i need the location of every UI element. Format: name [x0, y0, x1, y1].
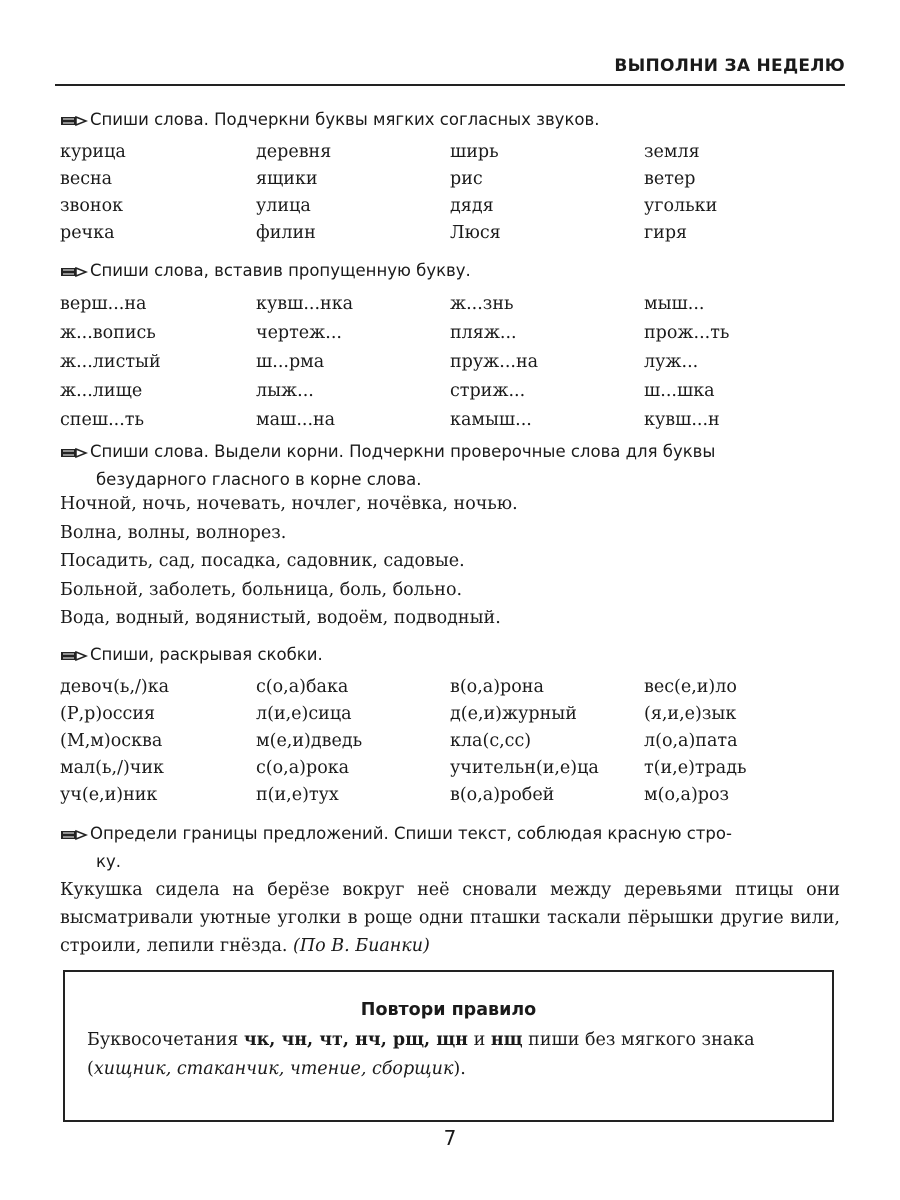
word: мал(ь,/)чик: [60, 758, 164, 778]
word: ш...рма: [256, 352, 325, 372]
rule-letter-combos: чк, чн, чт, нч, рщ, щн: [243, 1030, 468, 1050]
word: маш...на: [256, 410, 336, 430]
word: с(о,а)бака: [256, 677, 349, 697]
task-3-lines: [60, 494, 840, 637]
word: улица: [256, 196, 311, 216]
word: весна: [60, 169, 113, 189]
word: ящики: [256, 169, 318, 189]
word: кувш...нка: [256, 294, 354, 314]
page-header: ВЫПОЛНИ ЗА НЕДЕЛЮ: [614, 56, 845, 76]
pencil-icon: [60, 650, 90, 662]
word-group-line: Ночной, ночь, ночевать, ночлег, ночёвка, ночью.: [60, 494, 518, 514]
rule-text-before: Буквосочетания: [87, 1030, 239, 1050]
word-row: [60, 294, 820, 323]
task-3-instruction: [60, 438, 715, 494]
word: ж...вопись: [60, 323, 156, 343]
rule-last-combo: нщ: [490, 1030, 523, 1050]
word: пляж...: [450, 323, 517, 343]
word: верш...на: [60, 294, 147, 314]
word: речка: [60, 223, 115, 243]
rule-conj: и: [473, 1030, 486, 1050]
task-4-instruction: [60, 641, 323, 669]
word-row: [60, 758, 820, 785]
word: дядя: [450, 196, 494, 216]
task-3-text-line1: Спиши слова. Выдели корни. Подчеркни проверочные слова для буквы: [90, 442, 716, 461]
word-row: [60, 731, 820, 758]
word-row: [60, 352, 820, 381]
task-5-text: [60, 876, 840, 960]
word: учительн(и,е)ца: [450, 758, 599, 778]
word: кла(с,сс): [450, 731, 532, 751]
word: в(о,а)робей: [450, 785, 555, 805]
word-group-line: Вода, водный, водянистый, водоём, подводный.: [60, 608, 501, 628]
rule-open-paren: (: [87, 1059, 94, 1079]
rule-title: Повтори правило: [360, 1000, 537, 1020]
word: мыш...: [644, 294, 705, 314]
task-1-words: [60, 142, 820, 250]
word-group-line: Волна, волны, волнорез.: [60, 522, 287, 543]
word-row: [60, 704, 820, 731]
word: звонок: [60, 196, 124, 216]
task-1-text: Спиши слова. Подчеркни буквы мягких согласных звуков.: [90, 110, 600, 129]
word: чертеж...: [256, 323, 342, 343]
rule-close: ).: [453, 1059, 466, 1079]
rule-text-after: пиши без мягкого знака: [528, 1030, 755, 1050]
word: стриж...: [450, 381, 526, 401]
word: лыж...: [256, 381, 314, 401]
task-2-instruction: [60, 257, 471, 285]
word: (Р,р)оссия: [60, 704, 156, 724]
word: п(и,е)тух: [256, 785, 339, 805]
task-2-text: Спиши слова, вставив пропущенную букву.: [90, 261, 471, 280]
word-row: [60, 223, 820, 250]
word-row: [60, 410, 820, 439]
word: гиря: [644, 223, 688, 243]
word: в(о,а)рона: [450, 677, 544, 697]
word: ш...шка: [644, 381, 715, 401]
word-row: [60, 381, 820, 410]
word: вес(е,и)ло: [644, 677, 737, 697]
word: камыш...: [450, 410, 532, 430]
word: деревня: [256, 142, 332, 162]
word: спеш...ть: [60, 410, 144, 430]
word: д(е,и)журный: [450, 704, 577, 724]
word: земля: [644, 142, 700, 162]
word-row: [60, 677, 820, 704]
story-source: (По В. Бианки): [293, 936, 430, 956]
task-4-text: Спиши, раскрывая скобки.: [90, 645, 323, 664]
word: м(о,а)роз: [644, 785, 730, 805]
word: (я,и,е)зык: [644, 704, 737, 724]
task-5-instruction: [60, 820, 732, 876]
word: л(о,а)пата: [644, 731, 738, 751]
word: с(о,а)рока: [256, 758, 350, 778]
task-1-instruction: [60, 106, 599, 134]
word: рис: [450, 169, 483, 189]
story-text: Кукушка сидела на берёзе вокруг неё сновали между деревьями птицы они высматривали уютные уголки в роще одни пташки таскали пёрышки другие вили, строили, лепили гнёзда.: [60, 880, 840, 956]
word: луж...: [644, 352, 699, 372]
word: ветер: [644, 169, 696, 189]
word: ж...листый: [60, 352, 161, 372]
word: т(и,е)традь: [644, 758, 747, 778]
word: девоч(ь,/)ка: [60, 677, 170, 697]
word: ж...лище: [60, 381, 143, 401]
word: филин: [256, 223, 316, 243]
word: пруж...на: [450, 352, 539, 372]
rule-box: [63, 970, 834, 1122]
task-4-words: [60, 677, 820, 812]
word: кувш...н: [644, 410, 720, 430]
task-2-words: [60, 294, 820, 439]
word: ж...знь: [450, 294, 514, 314]
pencil-icon: [60, 447, 90, 459]
word: л(и,е)сица: [256, 704, 352, 724]
pencil-icon: [60, 115, 90, 127]
rule-examples: хищник, стаканчик, чтение, сборщик: [93, 1059, 454, 1079]
word-row: [60, 785, 820, 812]
word: угольки: [644, 196, 718, 216]
word: курица: [60, 142, 126, 162]
pencil-icon: [60, 266, 90, 278]
page-number: 7: [443, 1126, 457, 1150]
word: ширь: [450, 142, 499, 162]
word: прож...ть: [644, 323, 730, 343]
task-5-text-line2: ку.: [96, 852, 121, 871]
rule-text: [87, 1026, 812, 1084]
pencil-icon: [60, 829, 90, 841]
word: Люся: [450, 223, 501, 243]
word-group-line: Больной, заболеть, больница, боль, больно.: [60, 579, 463, 600]
word: (М,м)осква: [60, 731, 163, 751]
word-row: [60, 142, 820, 169]
word-row: [60, 196, 820, 223]
task-5-text-line1: Определи границы предложений. Спиши текст, соблюдая красную стро-: [90, 824, 732, 843]
header-divider: [55, 84, 845, 86]
word: уч(е,и)ник: [60, 785, 158, 805]
word: м(е,и)дведь: [256, 731, 363, 751]
task-3-text-line2: безударного гласного в корне слова.: [96, 470, 422, 489]
word-row: [60, 169, 820, 196]
word-row: [60, 323, 820, 352]
word-group-line: Посадить, сад, посадка, садовник, садовые.: [60, 551, 465, 571]
